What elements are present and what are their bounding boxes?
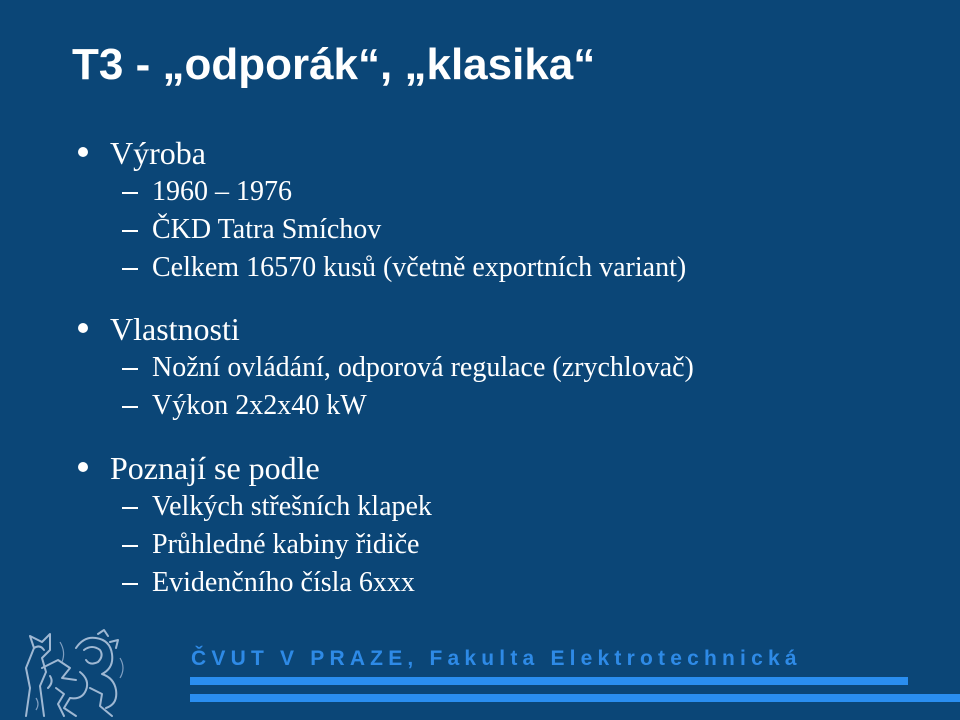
dash-icon xyxy=(122,507,138,509)
sub-item-label: ČKD Tatra Smíchov xyxy=(152,214,382,245)
sub-item-label: Výkon 2x2x40 kW xyxy=(152,390,367,421)
dash-icon xyxy=(122,583,138,585)
dash-icon xyxy=(122,368,138,370)
bullet-label: Poznají se podle xyxy=(110,450,320,486)
dash-icon xyxy=(122,406,138,408)
footer-bar-bottom xyxy=(190,694,960,702)
sub-item-label: Celkem 16570 kusů (včetně exportních variant) xyxy=(152,252,687,283)
sub-item-label: Nožní ovládání, odporová regulace (zrychlovač) xyxy=(152,352,694,383)
sub-item-label: Evidenčního čísla 6xxx xyxy=(152,567,415,598)
dash-icon xyxy=(122,268,138,270)
dash-icon xyxy=(122,192,138,194)
slide-title: T3 - „odporák“, „klasika“ xyxy=(72,40,596,89)
footer-institution: ČVUT V PRAZE, Fakulta Elektrotechnická xyxy=(191,647,802,670)
sub-item-label: 1960 – 1976 xyxy=(152,176,292,207)
footer-bar-top xyxy=(190,677,908,685)
dash-icon xyxy=(122,545,138,547)
sub-item-label: Průhledné kabiny řidiče xyxy=(152,529,420,560)
bullet-dot-icon xyxy=(78,147,88,157)
bullet-label: Vlastnosti xyxy=(110,311,240,347)
bullet-label: Výroba xyxy=(110,135,206,171)
cvut-lion-logo-icon xyxy=(20,628,132,720)
bullet-dot-icon xyxy=(78,323,88,333)
sub-item-label: Velkých střešních klapek xyxy=(152,491,432,522)
dash-icon xyxy=(122,230,138,232)
bullet-dot-icon xyxy=(78,462,88,472)
